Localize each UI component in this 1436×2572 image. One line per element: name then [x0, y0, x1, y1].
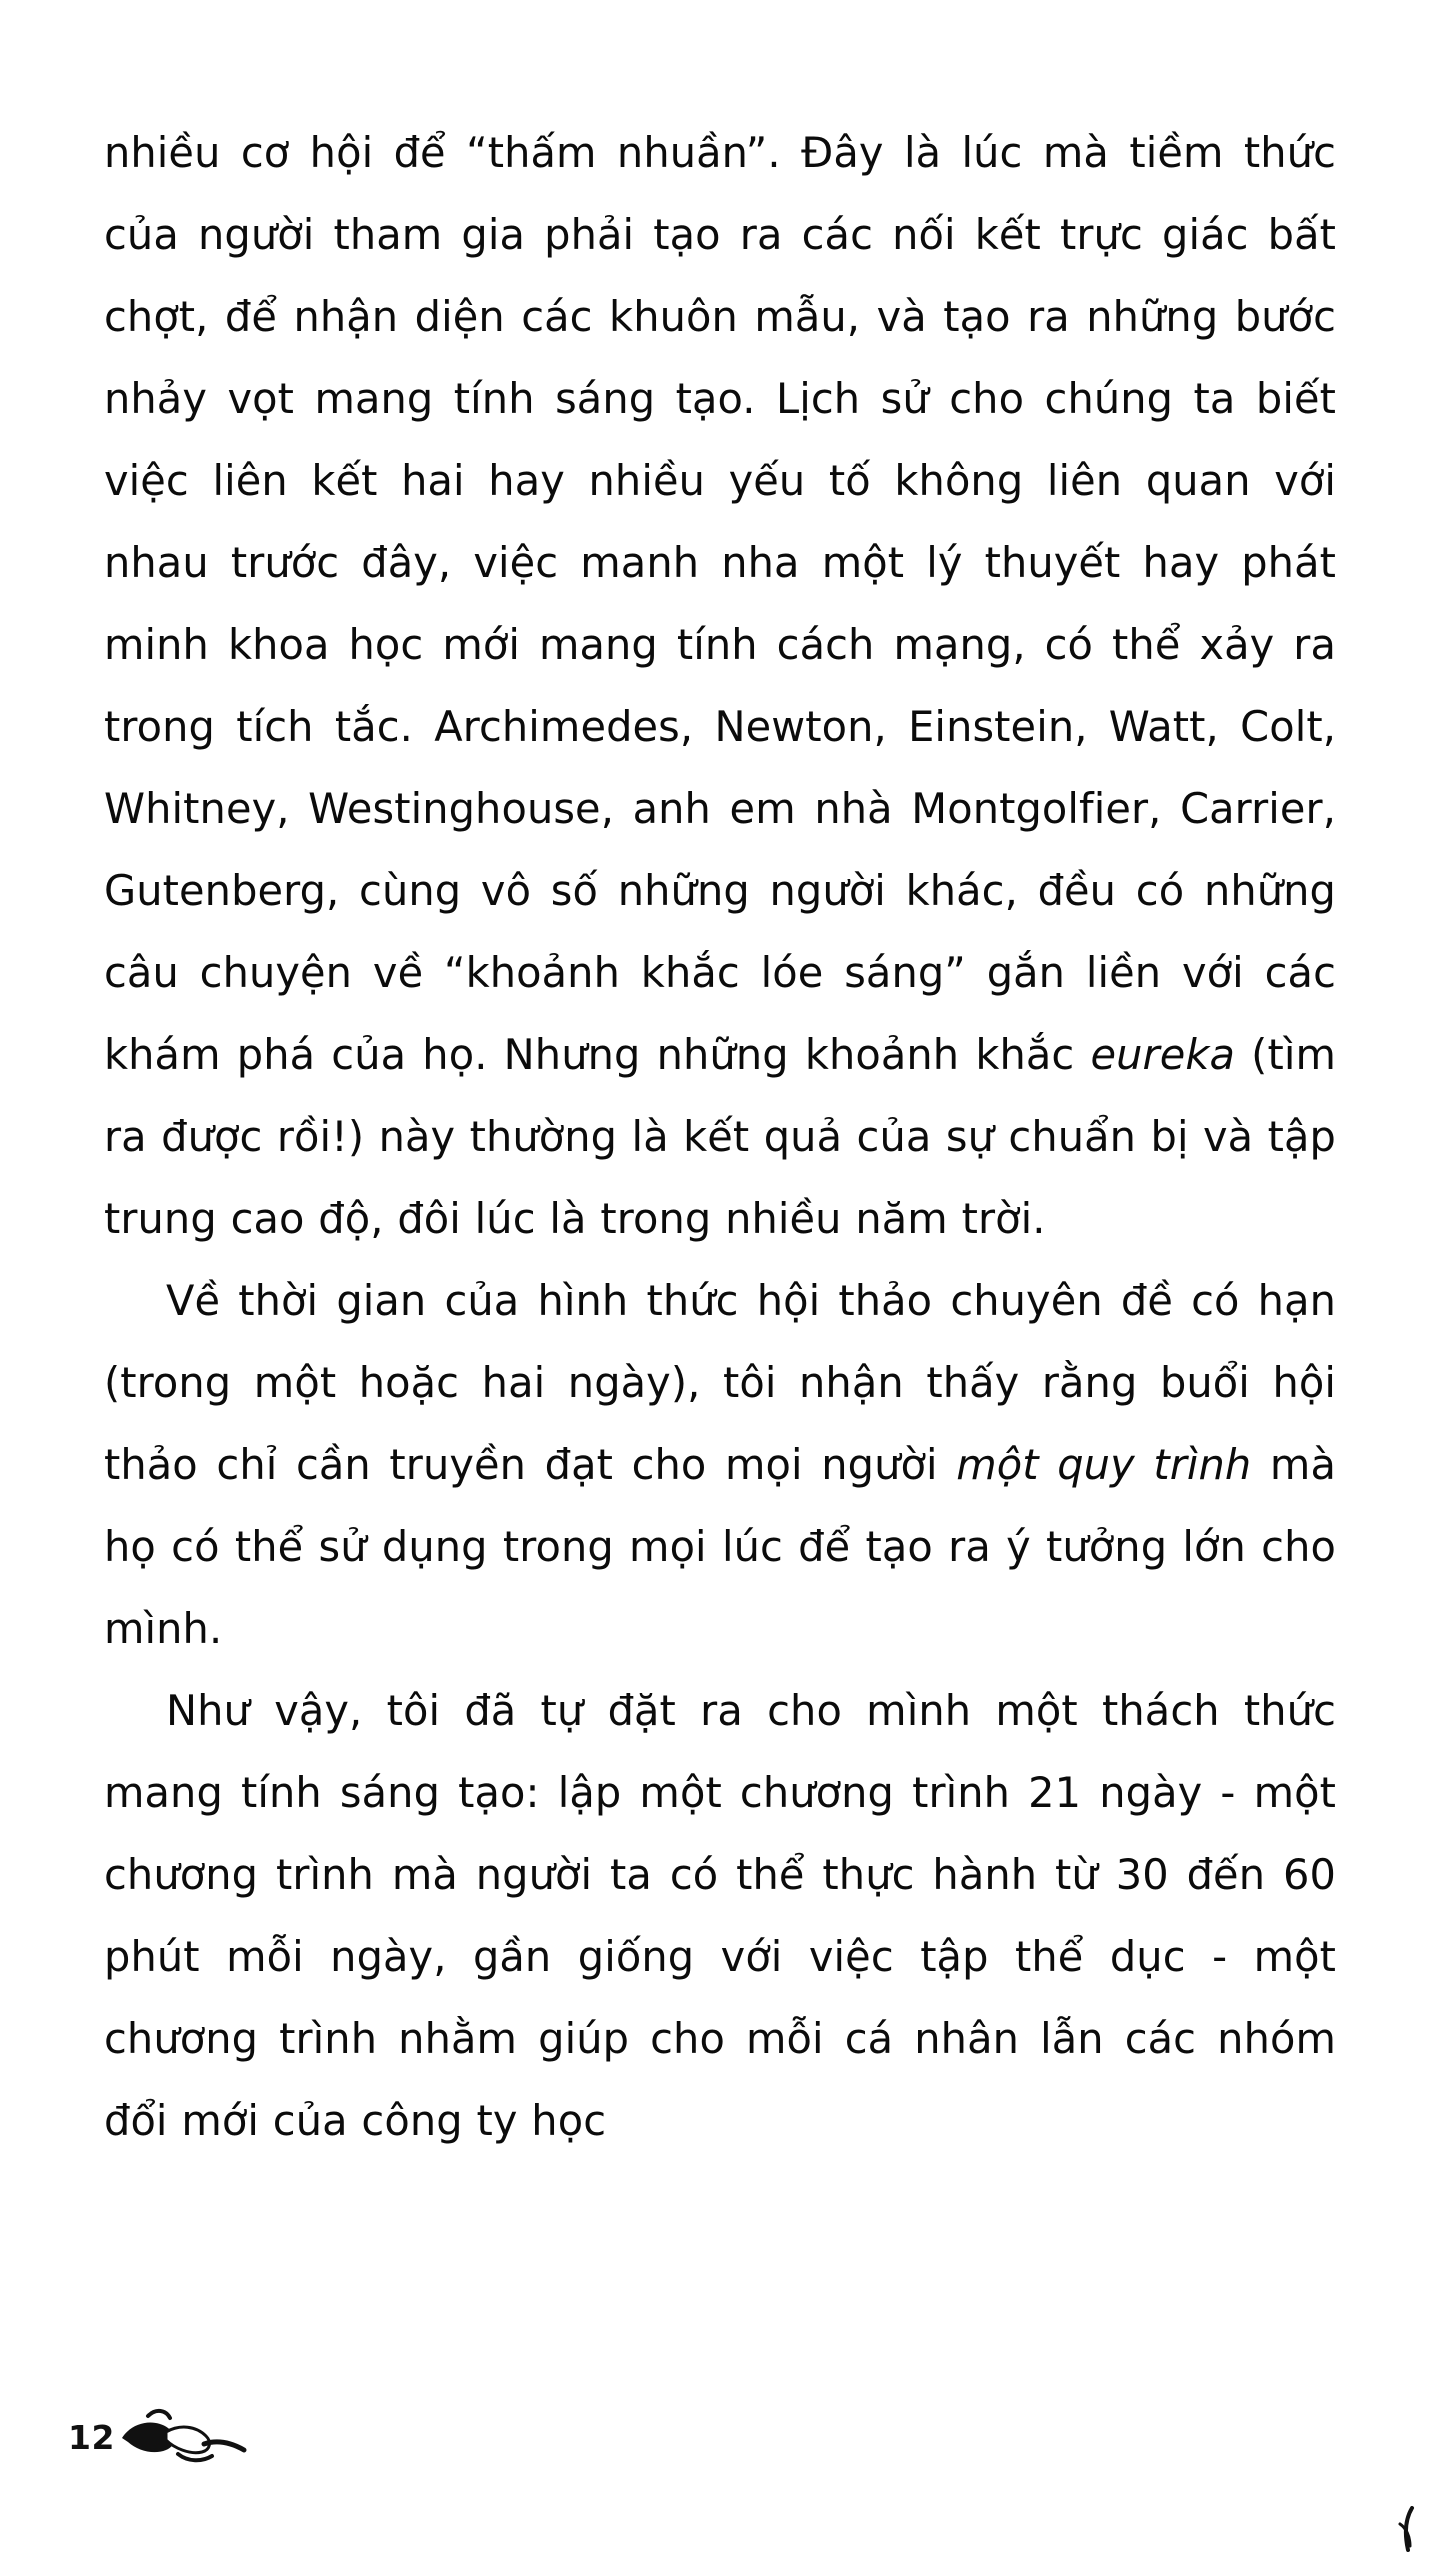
paragraph-2-run-2-italic: một quy trình	[956, 1440, 1252, 1489]
paragraph-2-run-1: Về thời gian của hình thức hội thảo chuyên đề có hạn (trong một hoặc hai ngày), tôi nhận thấy rằng buổi hội thảo chỉ cần truyền đạt cho mọi người	[104, 1276, 1336, 1489]
paragraph-3-run-1: Như vậy, tôi đã tự đặt ra cho mình một thách thức mang tính sáng tạo: lập một chương trình 21 ngày - một chương trình mà người ta có thể thực hành từ 30 đến 60 phút mỗi ngày, gần giống với việc tập thể dục - một chương trình nhằm giúp cho mỗi cá nhân lẫn các nhóm đổi mới của công ty học	[104, 1686, 1336, 2145]
body-text-column	[104, 112, 1336, 2162]
page-number: 12	[68, 2418, 115, 2457]
paragraph-2	[104, 1260, 1336, 1670]
paragraph-1-run-3: (tìm ra được rồi!) này thường là kết quả của sự chuẩn bị và tập trung cao độ, đôi lúc là trong nhiều năm trời.	[104, 1030, 1336, 1243]
corner-flourish-icon	[1392, 2506, 1418, 2552]
paragraph-1-run-2-italic: eureka	[1090, 1030, 1235, 1079]
flourish-ornament-icon	[118, 2404, 248, 2470]
paragraph-3	[104, 1670, 1336, 2162]
paragraph-2-run-3: mà họ có thể sử dụng trong mọi lúc để tạo ra ý tưởng lớn cho mình.	[104, 1440, 1336, 1653]
paragraph-1	[104, 112, 1336, 1260]
paragraph-1-run-1: nhiều cơ hội để “thấm nhuần”. Đây là lúc mà tiềm thức của người tham gia phải tạo ra các nối kết trực giác bất chợt, để nhận diện các khuôn mẫu, và tạo ra những bước nhảy vọt mang tính sáng tạo. Lịch sử cho chúng ta biết việc liên kết hai hay nhiều yếu tố không liên quan với nhau trước đây, việc manh nha một lý thuyết hay phát minh khoa học mới mang tính cách mạng, có thể xảy ra trong tích tắc. Archimedes, Newton, Einstein, Watt, Colt, Whitney, Westinghouse, anh em nhà Montgolfier, Carrier, Gutenberg, cùng vô số những người khác, đều có những câu chuyện về “khoảnh khắc lóe sáng” gắn liền với các khám phá của họ. Nhưng những khoảnh khắc	[104, 128, 1336, 1079]
